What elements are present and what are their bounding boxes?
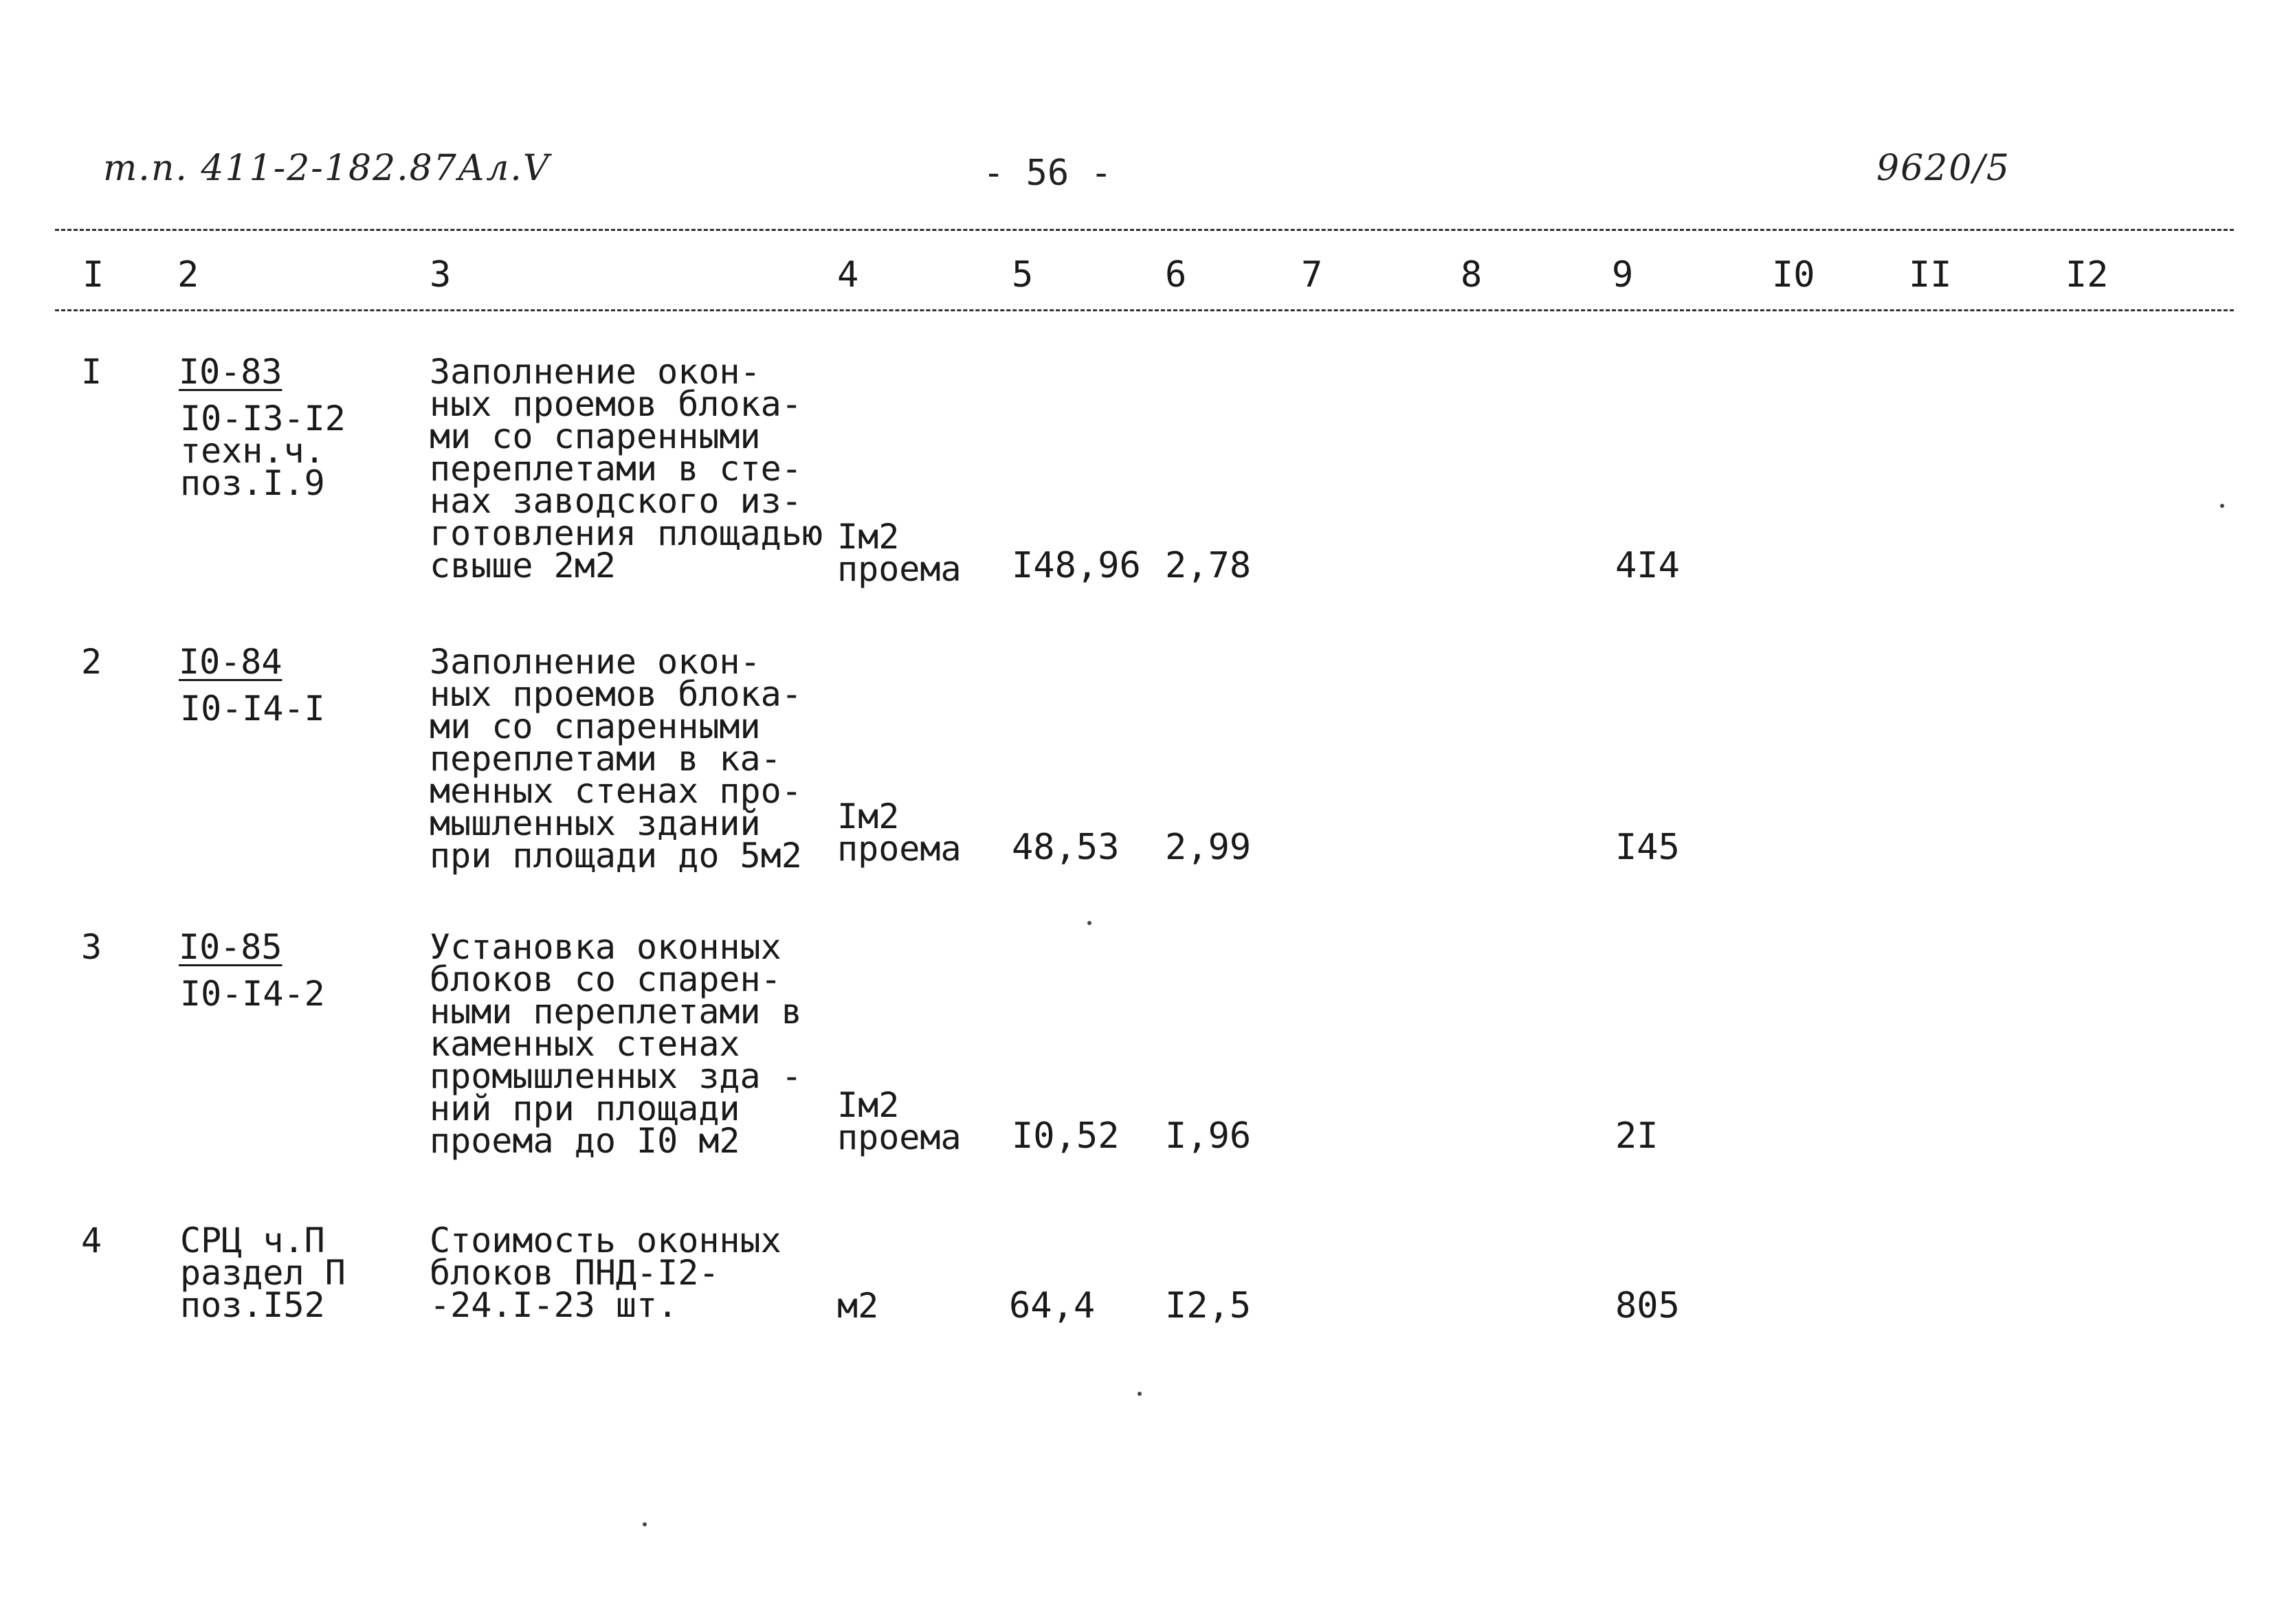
- work-description: Установка оконных блоков со спарен- ными переплетами в каменных стенах промышленных зда - ний при площади проема до I0 м2: [430, 927, 802, 1161]
- work-description: Заполнение окон- ных проемов блока- ми со спаренными переплетами в ка- менных стенах про- мышленных зданий при площади до 5м2: [430, 642, 802, 876]
- archive-stamp: 9620/5: [1876, 148, 2010, 189]
- quantity: I48,96: [1012, 545, 1141, 586]
- total: 4I4: [1615, 545, 1680, 586]
- column-header-11: II: [1909, 254, 1952, 296]
- norm-reference: I0-I4-I: [180, 689, 325, 728]
- column-header-7: 7: [1301, 254, 1323, 296]
- total: I45: [1615, 827, 1680, 868]
- column-header-5: 5: [1012, 254, 1034, 296]
- unit: м2: [837, 1286, 879, 1326]
- row-number: 3: [81, 927, 102, 967]
- norm-reference: I0-I3-I2 техн.ч. поз.I.9: [180, 399, 346, 503]
- column-header-12: I2: [2065, 254, 2109, 296]
- table-row: [0, 352, 2273, 631]
- table-row: [0, 642, 2273, 921]
- work-description: Стоимость оконных блоков ПНД-I2- -24.I-23 шт.: [430, 1221, 781, 1325]
- unit-price: I,96: [1165, 1115, 1252, 1157]
- column-header-10: I0: [1772, 254, 1815, 296]
- scan-speck: [2220, 504, 2224, 508]
- column-header-9: 9: [1612, 254, 1634, 296]
- unit: Iм2 проема: [837, 517, 962, 589]
- column-header-8: 8: [1461, 254, 1483, 296]
- quantity: I0,52: [1012, 1115, 1120, 1157]
- scan-speck: [1138, 1392, 1142, 1396]
- quantity: 48,53: [1012, 827, 1120, 868]
- unit-price: 2,99: [1165, 827, 1252, 868]
- table-row: [0, 1221, 2273, 1500]
- total: 805: [1615, 1285, 1680, 1326]
- header-bottom-rule: [55, 309, 2234, 311]
- document-reference: т.п. 411-2-182.87Ал.V: [103, 148, 551, 189]
- column-header-1: I: [82, 254, 104, 296]
- row-number: I: [81, 352, 102, 392]
- norm-reference: I0-I4-2: [180, 974, 325, 1014]
- table-row: [0, 927, 2273, 1206]
- unit: Iм2 проема: [837, 797, 962, 869]
- norm-reference: СРЦ ч.П раздел П поз.I52: [180, 1221, 346, 1325]
- norm-code: I0-84: [179, 642, 282, 682]
- column-header-6: 6: [1165, 254, 1187, 296]
- unit-price: I2,5: [1165, 1285, 1252, 1326]
- scan-speck: [643, 1522, 647, 1526]
- scan-speck: [1087, 921, 1091, 925]
- unit-price: 2,78: [1165, 545, 1252, 586]
- row-number: 2: [81, 642, 102, 682]
- column-header-2: 2: [177, 254, 199, 296]
- norm-code: I0-85: [179, 927, 282, 967]
- column-header-3: 3: [430, 254, 452, 296]
- row-number: 4: [81, 1221, 102, 1260]
- quantity: 64,4: [1009, 1285, 1096, 1326]
- work-description: Заполнение окон- ных проемов блока- ми со спаренными переплетами в сте- нах заводского из- готовления площадью свыше 2м2: [430, 352, 823, 586]
- norm-code: I0-83: [179, 352, 282, 392]
- column-header-4: 4: [837, 254, 859, 296]
- unit: Iм2 проема: [837, 1085, 962, 1157]
- total: 2I: [1615, 1115, 1659, 1157]
- page-number: - 56 -: [983, 153, 1112, 194]
- header-top-rule: [55, 229, 2234, 231]
